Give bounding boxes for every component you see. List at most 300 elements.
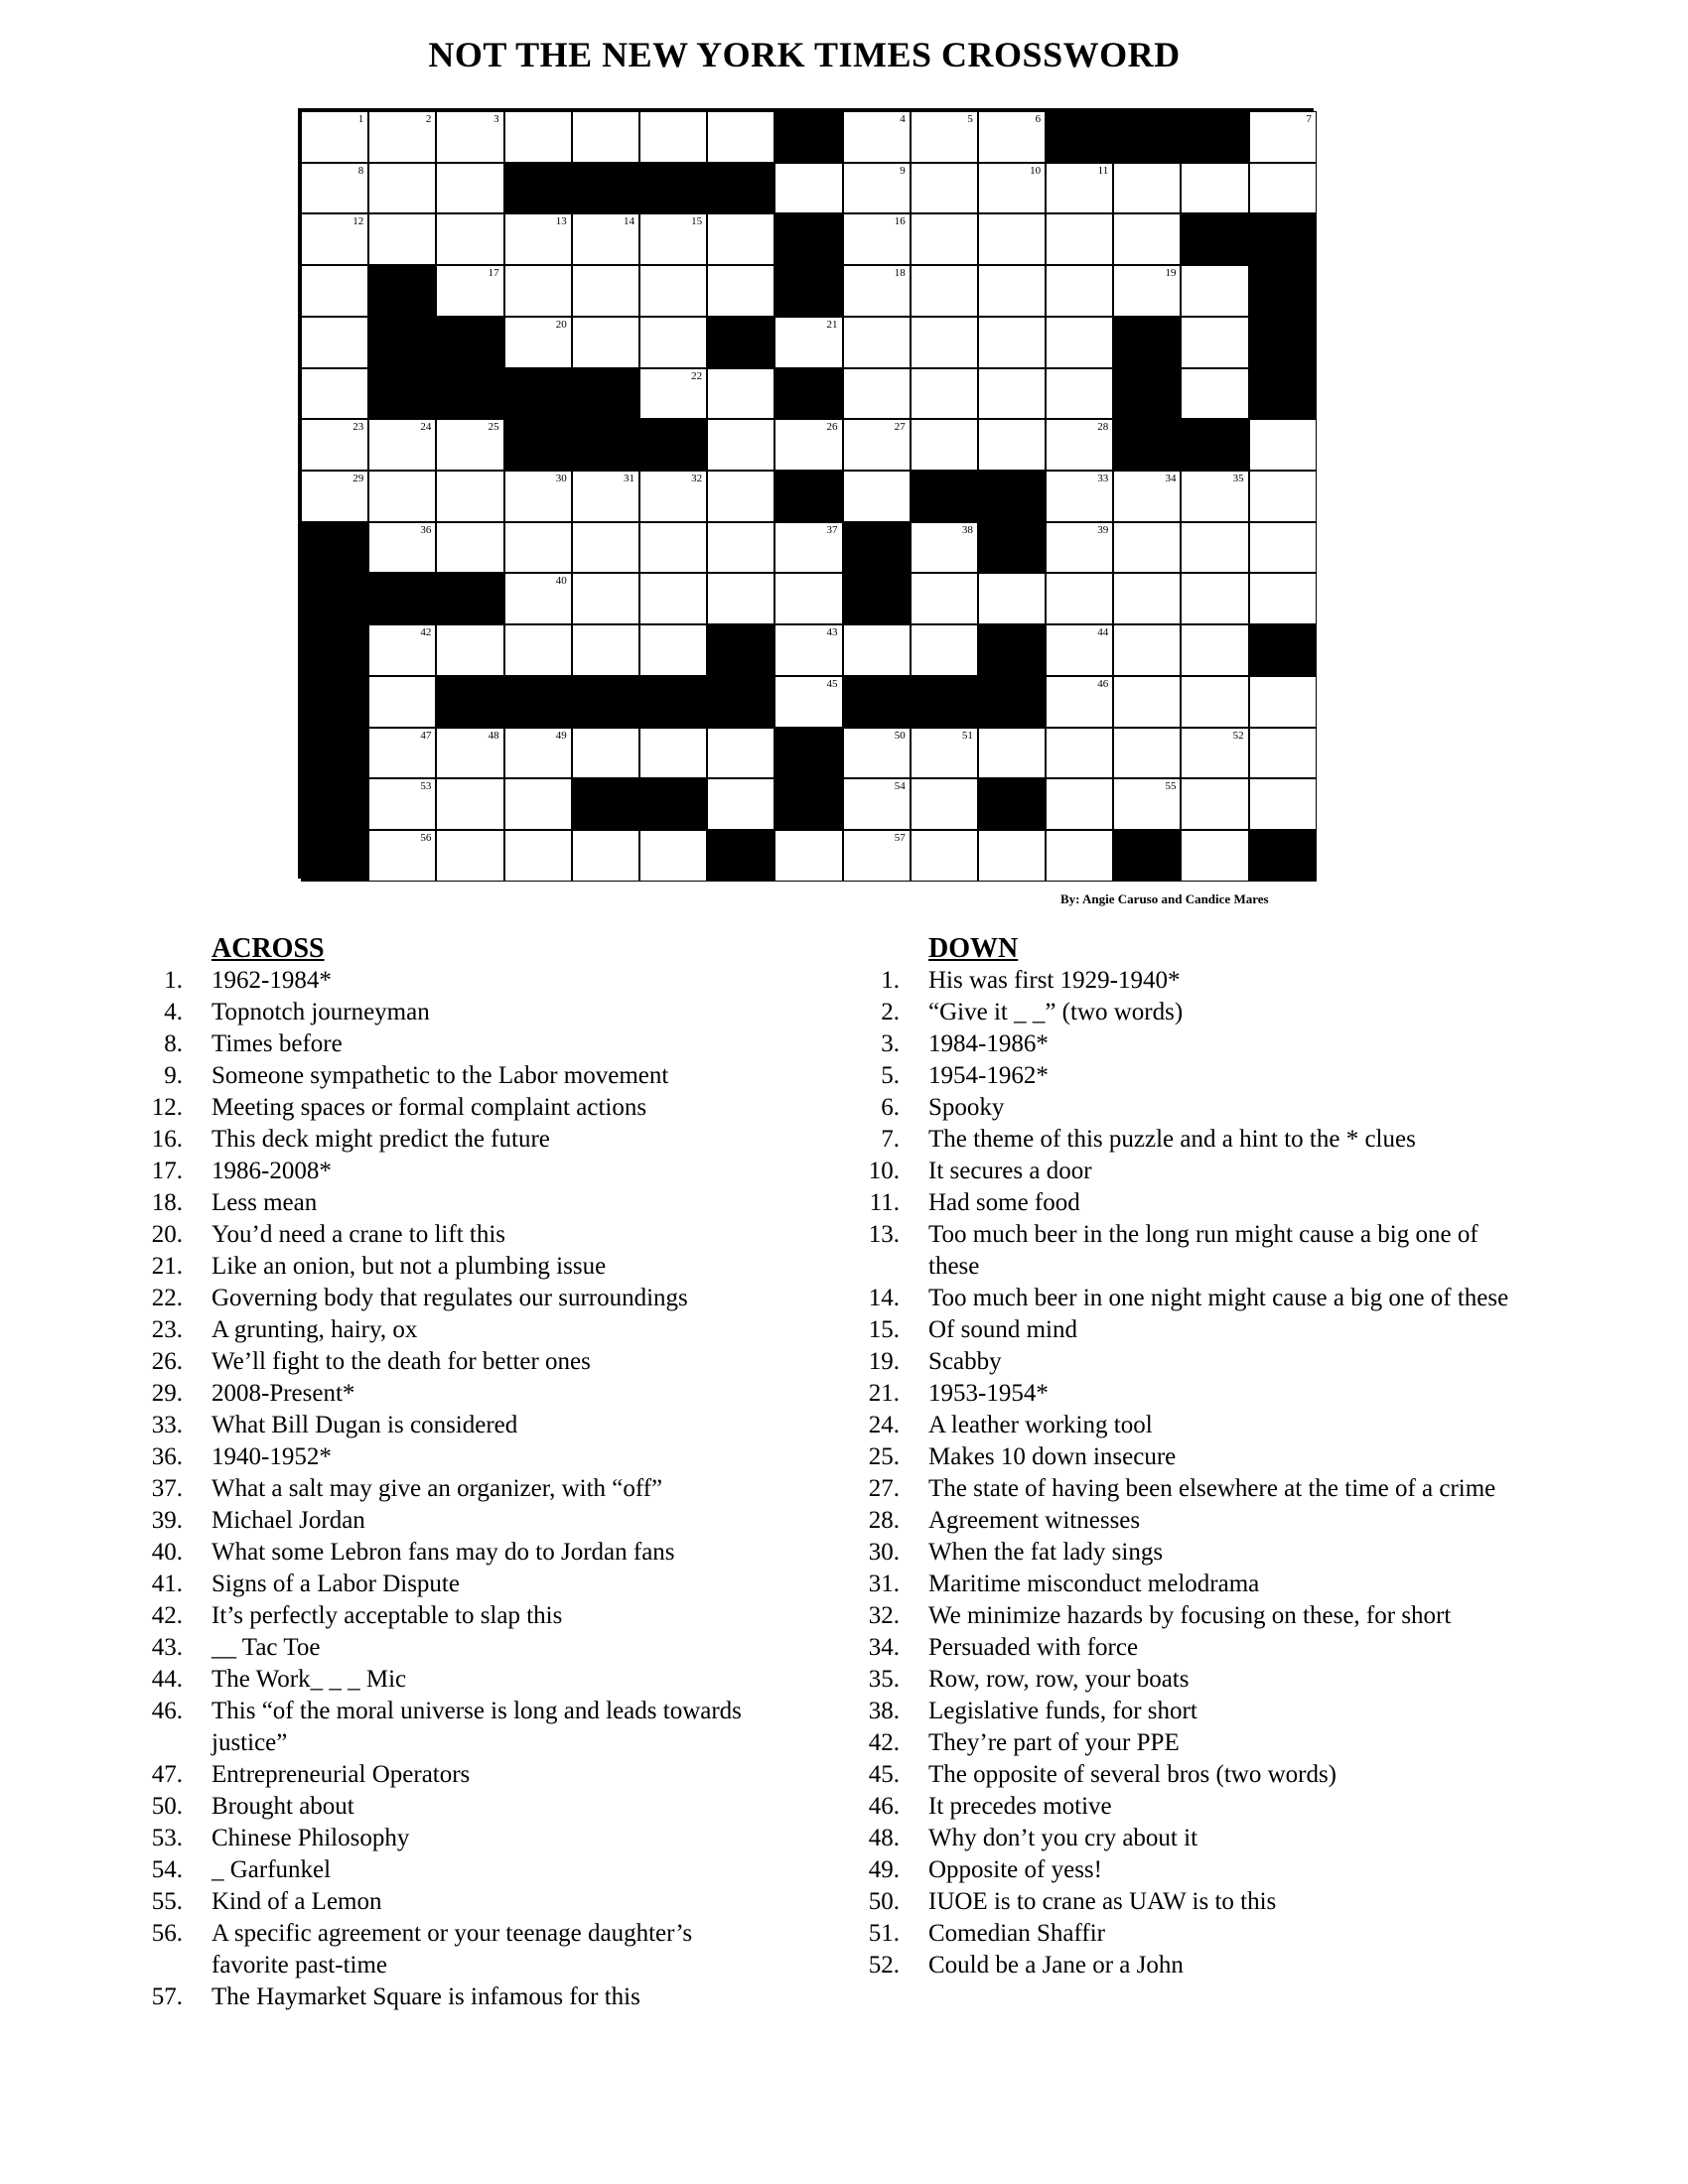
grid-cell[interactable] [911,213,978,265]
cell-number: 29 [352,473,364,485]
grid-cell[interactable] [1181,830,1248,882]
grid-cell[interactable] [978,163,1046,214]
grid-cell[interactable] [978,573,1046,624]
cell-number: 32 [691,473,703,485]
grid-cell[interactable] [707,419,774,471]
grid-cell[interactable] [639,522,707,574]
grid-block [1113,368,1181,420]
grid-block [436,676,503,728]
down-clue [854,1886,1509,1918]
grid-block [301,676,368,728]
grid-cell[interactable] [1249,522,1317,574]
grid-cell[interactable] [572,573,639,624]
grid-block [301,624,368,676]
grid-cell[interactable] [368,830,436,882]
clue-text: Of sound mind [928,1316,1077,1343]
grid-cell[interactable] [639,265,707,317]
grid-block [1113,419,1181,471]
clue-text: _ Garfunkel [211,1856,332,1883]
grid-cell[interactable] [504,624,572,676]
grid-cell[interactable] [572,265,639,317]
grid-cell[interactable] [1249,573,1317,624]
cell-number: 7 [1306,113,1312,125]
grid-block [774,368,842,420]
grid-block [639,778,707,830]
grid-cell[interactable] [639,368,707,420]
grid-cell[interactable] [1046,368,1113,420]
grid-block [504,676,572,728]
grid-cell[interactable] [707,573,774,624]
grid-block [639,419,707,471]
grid-cell[interactable] [1113,728,1181,779]
clue-text: The theme of this puzzle and a hint to the * clues [928,1126,1416,1153]
grid-cell[interactable] [1046,163,1113,214]
grid-cell[interactable] [774,419,842,471]
grid-cell[interactable] [1249,778,1317,830]
down-clue [854,1537,1509,1569]
clue-text: Agreement witnesses [928,1507,1141,1534]
grid-cell[interactable] [1181,317,1248,368]
grid-cell[interactable] [1046,265,1113,317]
grid-cell[interactable] [504,830,572,882]
grid-cell[interactable] [911,830,978,882]
grid-cell[interactable] [1181,368,1248,420]
grid-cell[interactable] [639,830,707,882]
grid-block [368,265,436,317]
grid-cell[interactable] [1046,624,1113,676]
clue-number: 15. [868,1316,900,1343]
grid-cell[interactable] [368,778,436,830]
grid-block [368,317,436,368]
grid-cell[interactable] [301,213,368,265]
grid-cell[interactable] [707,265,774,317]
grid-cell[interactable] [436,830,503,882]
grid-cell[interactable] [572,111,639,163]
grid-cell[interactable] [707,728,774,779]
grid-cell[interactable] [911,419,978,471]
grid-cell[interactable] [843,778,911,830]
grid-cell[interactable] [1046,522,1113,574]
grid-cell[interactable] [1181,522,1248,574]
grid-cell[interactable] [911,368,978,420]
down-clue [854,1124,1509,1156]
grid-block [978,624,1046,676]
grid-cell[interactable] [843,265,911,317]
cell-number: 15 [691,215,703,228]
grid-cell[interactable] [1249,728,1317,779]
grid-cell[interactable] [911,573,978,624]
grid-cell[interactable] [978,368,1046,420]
grid-cell[interactable] [639,317,707,368]
cell-number: 31 [623,473,634,485]
clue-number: 17. [151,1158,183,1184]
grid-cell[interactable] [368,111,436,163]
grid-block [707,676,774,728]
grid-cell[interactable] [1113,522,1181,574]
clue-number: 18. [151,1189,183,1216]
grid-block [301,573,368,624]
cell-number: 57 [894,832,906,845]
down-clue [854,1473,1509,1505]
grid-cell[interactable] [572,471,639,522]
clue-number: 27. [868,1475,900,1502]
grid-cell[interactable] [504,522,572,574]
grid-cell[interactable] [911,778,978,830]
across-clue [137,1632,773,1664]
grid-cell[interactable] [368,471,436,522]
grid-block [843,522,911,574]
grid-block [436,368,503,420]
grid-cell[interactable] [707,213,774,265]
down-clue [854,1791,1509,1823]
clue-text: Too much beer in the long run might cause a big one of these [928,1221,1478,1280]
clue-number: 33. [151,1412,183,1438]
grid-cell[interactable] [436,728,503,779]
grid-cell[interactable] [368,419,436,471]
across-clue [137,1759,773,1791]
clue-text: Spooky [928,1094,1005,1121]
grid-cell[interactable] [572,317,639,368]
clue-text: Like an onion, but not a plumbing issue [211,1253,607,1280]
grid-cell[interactable] [572,213,639,265]
grid-cell[interactable] [1113,778,1181,830]
clue-number: 23. [151,1316,183,1343]
across-clue [137,1886,773,1918]
clue-text: It secures a door [928,1158,1092,1184]
clue-text: Had some food [928,1189,1080,1216]
clue-text: Governing body that regulates our surroundings [211,1285,688,1311]
cell-number: 52 [1232,729,1244,742]
grid-cell[interactable] [1046,728,1113,779]
grid-cell[interactable] [368,676,436,728]
clue-number: 46. [151,1698,183,1724]
cell-number: 19 [1165,267,1177,280]
grid-cell[interactable] [774,317,842,368]
down-clue [854,1854,1509,1886]
grid-cell[interactable] [436,213,503,265]
clue-text: Kind of a Lemon [211,1888,382,1915]
grid-cell[interactable] [1249,419,1317,471]
grid-cell[interactable] [1046,676,1113,728]
clue-number: 30. [868,1539,900,1566]
clue-text: A leather working tool [928,1412,1153,1438]
cell-number: 4 [900,113,906,125]
grid-cell[interactable] [572,624,639,676]
clue-text: 1953-1954* [928,1380,1049,1407]
grid-cell[interactable] [1181,265,1248,317]
clue-text: It precedes motive [928,1793,1112,1820]
down-clue-list [854,965,1509,1981]
grid-cell[interactable] [843,419,911,471]
grid-block [436,573,503,624]
grid-cell[interactable] [504,573,572,624]
clue-text: What some Lebron fans may do to Jordan fans [211,1539,675,1566]
grid-cell[interactable] [504,471,572,522]
down-clue [854,1156,1509,1187]
clue-text: “Give it _ _” (two words) [928,999,1184,1025]
grid-cell[interactable] [1181,624,1248,676]
across-clue [137,1283,773,1314]
clue-number: 16. [151,1126,183,1153]
cell-number: 47 [420,729,432,742]
grid-cell[interactable] [843,317,911,368]
grid-cell[interactable] [978,419,1046,471]
clue-number: 9. [164,1062,183,1089]
cell-number: 1 [357,113,364,125]
clue-text: IUOE is to crane as UAW is to this [928,1888,1277,1915]
down-clue [854,1569,1509,1600]
grid-cell[interactable] [843,213,911,265]
grid-cell[interactable] [911,522,978,574]
grid-cell[interactable] [504,778,572,830]
grid-cell[interactable] [639,728,707,779]
clue-text: Signs of a Labor Dispute [211,1570,460,1597]
down-clue [854,1219,1509,1283]
across-clue [137,1823,773,1854]
grid-cell[interactable] [843,471,911,522]
down-clue [854,1410,1509,1441]
clue-number: 28. [868,1507,900,1534]
cell-number: 28 [1097,421,1109,434]
clue-text: Legislative funds, for short [928,1698,1197,1724]
grid-cell[interactable] [843,830,911,882]
grid-cell[interactable] [1181,573,1248,624]
clue-text: 1954-1962* [928,1062,1049,1089]
grid-cell[interactable] [843,728,911,779]
across-heading: ACROSS [211,933,325,964]
grid-cell[interactable] [1249,676,1317,728]
grid-cell[interactable] [436,163,503,214]
grid-cell[interactable] [1181,471,1248,522]
grid-cell[interactable] [1046,317,1113,368]
grid-block [774,471,842,522]
grid-cell[interactable] [1113,163,1181,214]
clue-number: 45. [868,1761,900,1788]
grid-cell[interactable] [504,111,572,163]
clue-number: 52. [868,1952,900,1979]
grid-cell[interactable] [1046,419,1113,471]
cell-number: 22 [691,369,703,382]
grid-cell[interactable] [1249,471,1317,522]
grid-cell[interactable] [843,368,911,420]
grid-cell[interactable] [301,265,368,317]
cell-number: 54 [894,780,906,793]
grid-cell[interactable] [301,317,368,368]
grid-cell[interactable] [368,522,436,574]
grid-cell[interactable] [572,728,639,779]
page-title: NOT THE NEW YORK TIMES CROSSWORD [428,35,1181,74]
clue-text: The state of having been elsewhere at the time of a crime [928,1475,1496,1502]
grid-cell[interactable] [639,624,707,676]
grid-block [1249,624,1317,676]
down-clue [854,1092,1509,1124]
grid-cell[interactable] [978,111,1046,163]
across-clue [137,1473,773,1505]
grid-cell[interactable] [301,368,368,420]
grid-block [774,778,842,830]
cell-number: 26 [826,421,838,434]
grid-cell[interactable] [707,111,774,163]
grid-cell[interactable] [911,728,978,779]
grid-block [774,111,842,163]
grid-cell[interactable] [572,522,639,574]
grid-cell[interactable] [911,163,978,214]
across-clue [137,1537,773,1569]
cell-number: 46 [1097,677,1109,690]
grid-cell[interactable] [504,317,572,368]
grid-cell[interactable] [774,163,842,214]
grid-cell[interactable] [1046,830,1113,882]
clue-number: 55. [151,1888,183,1915]
grid-cell[interactable] [978,317,1046,368]
clue-text: We’ll fight to the death for better ones [211,1348,591,1375]
down-clue [854,1759,1509,1791]
grid-cell[interactable] [436,265,503,317]
grid-cell[interactable] [1113,471,1181,522]
clue-number: 46. [868,1793,900,1820]
grid-cell[interactable] [436,471,503,522]
across-clue [137,1251,773,1283]
grid-cell[interactable] [436,624,503,676]
grid-block [301,522,368,574]
grid-cell[interactable] [1249,163,1317,214]
grid-block [978,471,1046,522]
grid-cell[interactable] [504,213,572,265]
grid-cell[interactable] [1249,111,1317,163]
grid-cell[interactable] [1046,471,1113,522]
grid-cell[interactable] [301,111,368,163]
grid-cell[interactable] [843,624,911,676]
grid-cell[interactable] [774,624,842,676]
grid-cell[interactable] [911,624,978,676]
grid-cell[interactable] [572,830,639,882]
down-clue [854,1028,1509,1060]
grid-block [707,317,774,368]
grid-block [1181,419,1248,471]
grid-cell[interactable] [504,728,572,779]
cell-number: 24 [420,421,432,434]
clue-text: The Work_ _ _ Mic [211,1666,407,1693]
clue-text: His was first 1929-1940* [928,967,1181,994]
grid-cell[interactable] [774,676,842,728]
clue-number: 35. [868,1666,900,1693]
grid-cell[interactable] [1046,213,1113,265]
grid-cell[interactable] [1113,676,1181,728]
down-clue [854,997,1509,1028]
grid-cell[interactable] [301,471,368,522]
across-clue [137,1346,773,1378]
grid-cell[interactable] [639,111,707,163]
clue-text: It’s perfectly acceptable to slap this [211,1602,563,1629]
grid-cell[interactable] [1113,265,1181,317]
cell-number: 53 [420,780,432,793]
cell-number: 49 [555,729,567,742]
grid-cell[interactable] [978,213,1046,265]
grid-cell[interactable] [843,111,911,163]
down-clue [854,1441,1509,1473]
clue-text: Meeting spaces or formal complaint actions [211,1094,647,1121]
grid-block [978,778,1046,830]
down-clues [854,933,1509,1981]
grid-cell[interactable] [1046,573,1113,624]
clue-text: Why don’t you cry about it [928,1825,1198,1851]
cell-number: 11 [1097,164,1109,177]
grid-cell[interactable] [504,265,572,317]
grid-cell[interactable] [707,471,774,522]
grid-cell[interactable] [368,728,436,779]
grid-cell[interactable] [368,163,436,214]
grid-cell[interactable] [301,163,368,214]
down-clue [854,1823,1509,1854]
grid-cell[interactable] [843,163,911,214]
grid-cell[interactable] [436,522,503,574]
grid-cell[interactable] [707,778,774,830]
grid-cell[interactable] [774,830,842,882]
grid-cell[interactable] [978,728,1046,779]
grid-block [1181,111,1248,163]
grid-cell[interactable] [1113,573,1181,624]
grid-cell[interactable] [368,624,436,676]
grid-cell[interactable] [911,317,978,368]
grid-cell[interactable] [1181,676,1248,728]
grid-cell[interactable] [436,419,503,471]
clue-text: Times before [211,1030,343,1057]
grid-cell[interactable] [639,471,707,522]
grid-cell[interactable] [301,419,368,471]
grid-block [572,368,639,420]
grid-cell[interactable] [1181,778,1248,830]
grid-cell[interactable] [1113,213,1181,265]
grid-cell[interactable] [368,213,436,265]
clue-text: Entrepreneurial Operators [211,1761,471,1788]
across-clue [137,1696,773,1759]
grid-cell[interactable] [1113,624,1181,676]
grid-cell[interactable] [639,573,707,624]
grid-cell[interactable] [774,573,842,624]
clue-text: Scabby [928,1348,1002,1375]
grid-cell[interactable] [1181,163,1248,214]
grid-cell[interactable] [774,522,842,574]
grid-cell[interactable] [911,111,978,163]
clue-text: Brought about [211,1793,354,1820]
cell-number: 25 [488,421,499,434]
grid-cell[interactable] [978,830,1046,882]
clue-number: 21. [151,1253,183,1280]
clue-text: Michael Jordan [211,1507,365,1534]
grid-cell[interactable] [436,111,503,163]
grid-cell[interactable] [707,522,774,574]
grid-cell[interactable] [1181,728,1248,779]
grid-cell[interactable] [978,265,1046,317]
cell-number: 55 [1165,780,1177,793]
grid-cell[interactable] [436,778,503,830]
grid-cell[interactable] [639,213,707,265]
grid-block [368,573,436,624]
clue-number: 31. [868,1570,900,1597]
grid-cell[interactable] [911,265,978,317]
grid-cell[interactable] [707,368,774,420]
clue-number: 32. [868,1602,900,1629]
clue-number: 5. [881,1062,900,1089]
grid-block [707,830,774,882]
clue-text: Persuaded with force [928,1634,1139,1661]
clue-number: 37. [151,1475,183,1502]
clue-number: 13. [868,1221,900,1248]
clue-number: 1. [164,967,183,994]
clue-number: 42. [868,1729,900,1756]
clue-number: 57. [151,1983,183,2010]
grid-cell[interactable] [1046,778,1113,830]
